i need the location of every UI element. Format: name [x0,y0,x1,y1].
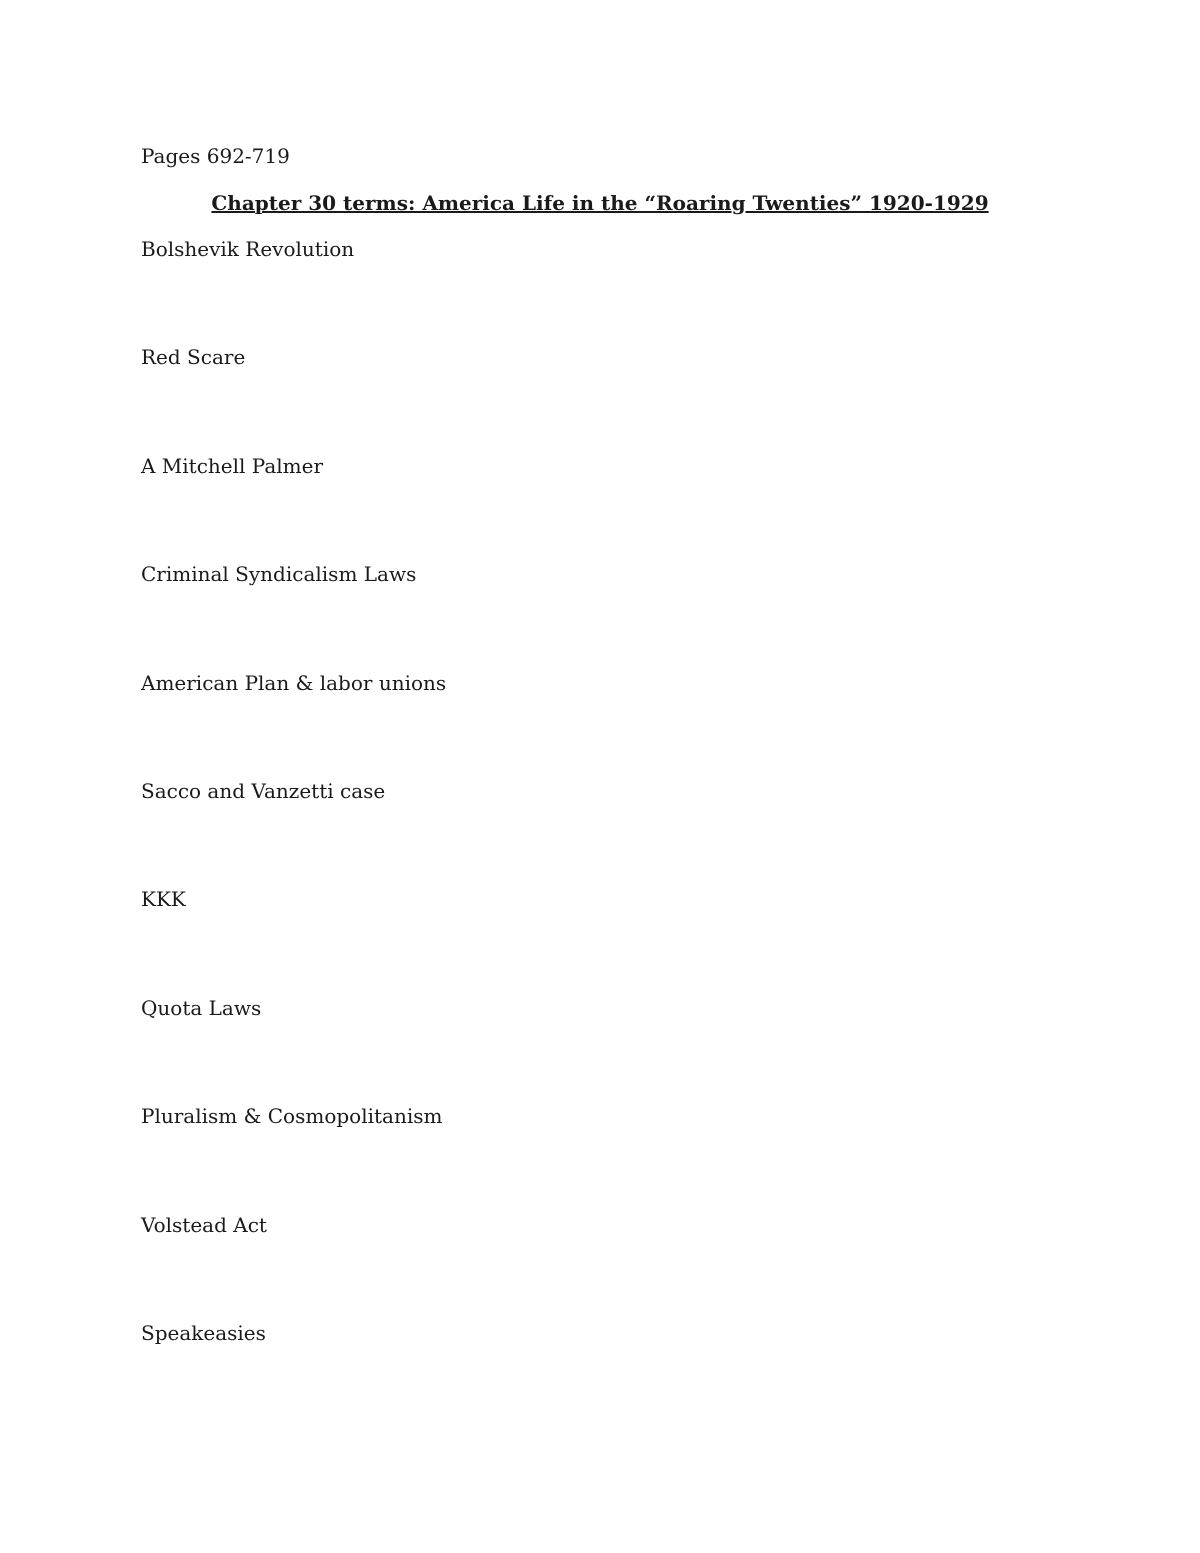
term-item: KKK [141,887,186,912]
terms-list [141,236,446,1428]
term-item: American Plan & labor unions [141,670,447,695]
term-item: Sacco and Vanzetti case [141,778,386,803]
page-title: Chapter 30 terms: America Life in the “Roaring Twenties” 1920-1929 [211,191,989,215]
term-item: Speakeasies [141,1320,266,1345]
pages-range-label: Pages 692-719 [141,144,290,168]
term-item: Bolshevik Revolution [141,237,355,261]
term-item: Quota Laws [141,995,262,1020]
term-item: Pluralism & Cosmopolitanism [141,1104,443,1129]
term-item: Red Scare [141,345,246,370]
term-item: Criminal Syndicalism Laws [141,562,417,587]
term-item: A Mitchell Palmer [141,453,324,478]
term-item: Volstead Act [141,1212,267,1237]
